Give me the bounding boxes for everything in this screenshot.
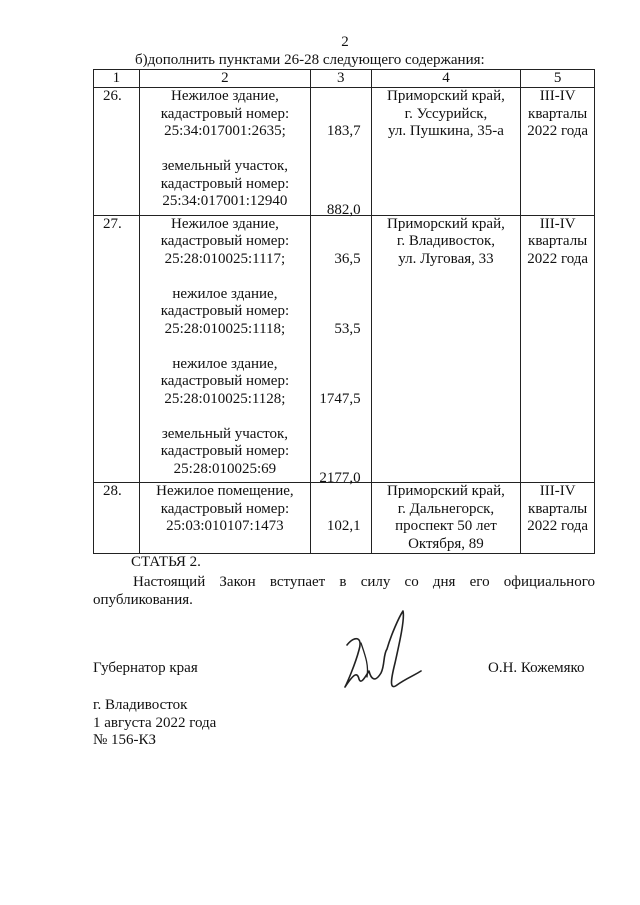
object-description-line: кадастровый номер: [160, 233, 290, 249]
article-text: Настоящий Закон вступает в силу со дня его официального опубликования. [93, 574, 595, 608]
object-item [142, 286, 308, 339]
object-description-line: кадастровый номер: [160, 105, 290, 122]
address-line: ул. Пушкина, 35-а [388, 123, 504, 139]
object-description-line: кадастровый номер: [160, 443, 290, 459]
object-item [142, 483, 308, 536]
article-title: СТАТЬЯ 2. [131, 554, 201, 570]
date-line: 1 августа 2022 года [93, 714, 217, 731]
object-description-cell [139, 215, 310, 483]
area-value: 36,5 [334, 250, 361, 267]
row-number-cell: 28. [94, 483, 140, 554]
area-value-block [313, 356, 369, 409]
place-line: г. Владивосток [93, 697, 188, 713]
object-item [142, 88, 308, 141]
page-number: 2 [341, 34, 349, 50]
object-description-cell [139, 88, 310, 216]
governor-name: О.Н. Кожемяко [488, 660, 585, 676]
address-cell [371, 483, 521, 554]
handwritten-signature [325, 605, 425, 700]
object-item [142, 158, 308, 211]
object-description-line: Нежилое здание, [170, 88, 279, 104]
address-line: Приморский край, [387, 88, 505, 104]
area-value-block [313, 88, 369, 141]
table-row [94, 215, 595, 483]
area-value: 183,7 [326, 123, 361, 139]
address-line: г. Уссурийск, [404, 105, 488, 122]
area-value-block [313, 158, 369, 218]
area-cell [311, 215, 372, 486]
row-number-cell: 26. [94, 88, 140, 216]
object-item [142, 216, 308, 269]
header-cell: 1 [94, 70, 140, 88]
object-description-cell [139, 483, 310, 554]
area-cell [311, 88, 372, 216]
area-value-block [313, 426, 369, 486]
table-header-row [94, 70, 595, 88]
object-item [142, 356, 308, 409]
object-description-line: 25:28:010025:69 [173, 460, 277, 477]
period-cell [521, 483, 595, 554]
property-table [93, 69, 595, 554]
area-value: 102,1 [326, 518, 361, 534]
object-description-line: Нежилое помещение, [156, 483, 294, 499]
header-cell: 3 [311, 70, 372, 88]
object-description-line: кадастровый номер: [160, 373, 290, 389]
table-row [94, 483, 595, 554]
object-description-line: земельный участок, [161, 158, 289, 174]
address-line: г. Владивосток, [396, 233, 496, 249]
object-description-line: нежилое здание, [172, 285, 278, 302]
area-cell [311, 483, 372, 554]
period-line: III-IV [539, 483, 576, 499]
object-description-line: 25:28:010025:1118; [164, 320, 286, 337]
period-line: кварталы [528, 500, 588, 517]
address-line: Приморский край, [387, 483, 505, 499]
period-line: III-IV [539, 88, 576, 104]
period-cell [521, 215, 595, 483]
period-line: III-IV [539, 215, 576, 232]
object-description-line: 25:28:010025:1117; [164, 250, 286, 267]
address-cell [371, 215, 521, 483]
object-description-line: 25:34:017001:2635; [164, 123, 286, 139]
address-line: Приморский край, [387, 215, 505, 232]
object-description-line: земельный участок, [161, 425, 289, 442]
intro-text: б)дополнить пунктами 26-28 следующего содержания: [135, 52, 485, 68]
address-line: проспект 50 лет [395, 518, 497, 534]
object-description-line: нежилое здание, [172, 355, 278, 372]
area-value: 2177,0 [319, 469, 361, 486]
area-value: 1747,5 [319, 390, 361, 407]
row-number-cell: 27. [94, 215, 140, 483]
area-value: 882,0 [326, 202, 361, 218]
law-number-line: № 156-КЗ [93, 732, 157, 748]
address-cell [371, 88, 521, 216]
object-item [142, 426, 308, 479]
object-description-line: 25:28:010025:1128; [164, 390, 286, 407]
header-cell: 5 [521, 70, 595, 88]
address-line: ул. Луговая, 33 [398, 250, 494, 267]
place-date-block [93, 697, 216, 750]
object-description-line: Нежилое здание, [170, 215, 279, 232]
header-cell: 4 [371, 70, 521, 88]
period-line: кварталы [528, 233, 588, 249]
header-cell: 2 [139, 70, 310, 88]
period-cell [521, 88, 595, 216]
address-line: г. Дальнегорск, [397, 500, 495, 517]
area-value-block [313, 216, 369, 269]
object-description-line: 25:03:010107:1473 [166, 518, 284, 534]
period-line: 2022 года [527, 250, 589, 267]
governor-title: Губернатор края [93, 660, 198, 676]
address-line: Октября, 89 [408, 535, 484, 552]
area-value-block [313, 483, 369, 536]
object-description-line: кадастровый номер: [160, 303, 290, 319]
period-line: кварталы [528, 105, 588, 122]
object-description-line: кадастровый номер: [160, 175, 290, 192]
period-line: 2022 года [527, 123, 589, 139]
area-value-block [313, 286, 369, 339]
object-description-line: кадастровый номер: [160, 500, 290, 517]
object-description-line: 25:34:017001:12940 [162, 193, 288, 209]
period-line: 2022 года [527, 518, 589, 534]
area-value: 53,5 [334, 320, 361, 337]
table-row [94, 88, 595, 216]
